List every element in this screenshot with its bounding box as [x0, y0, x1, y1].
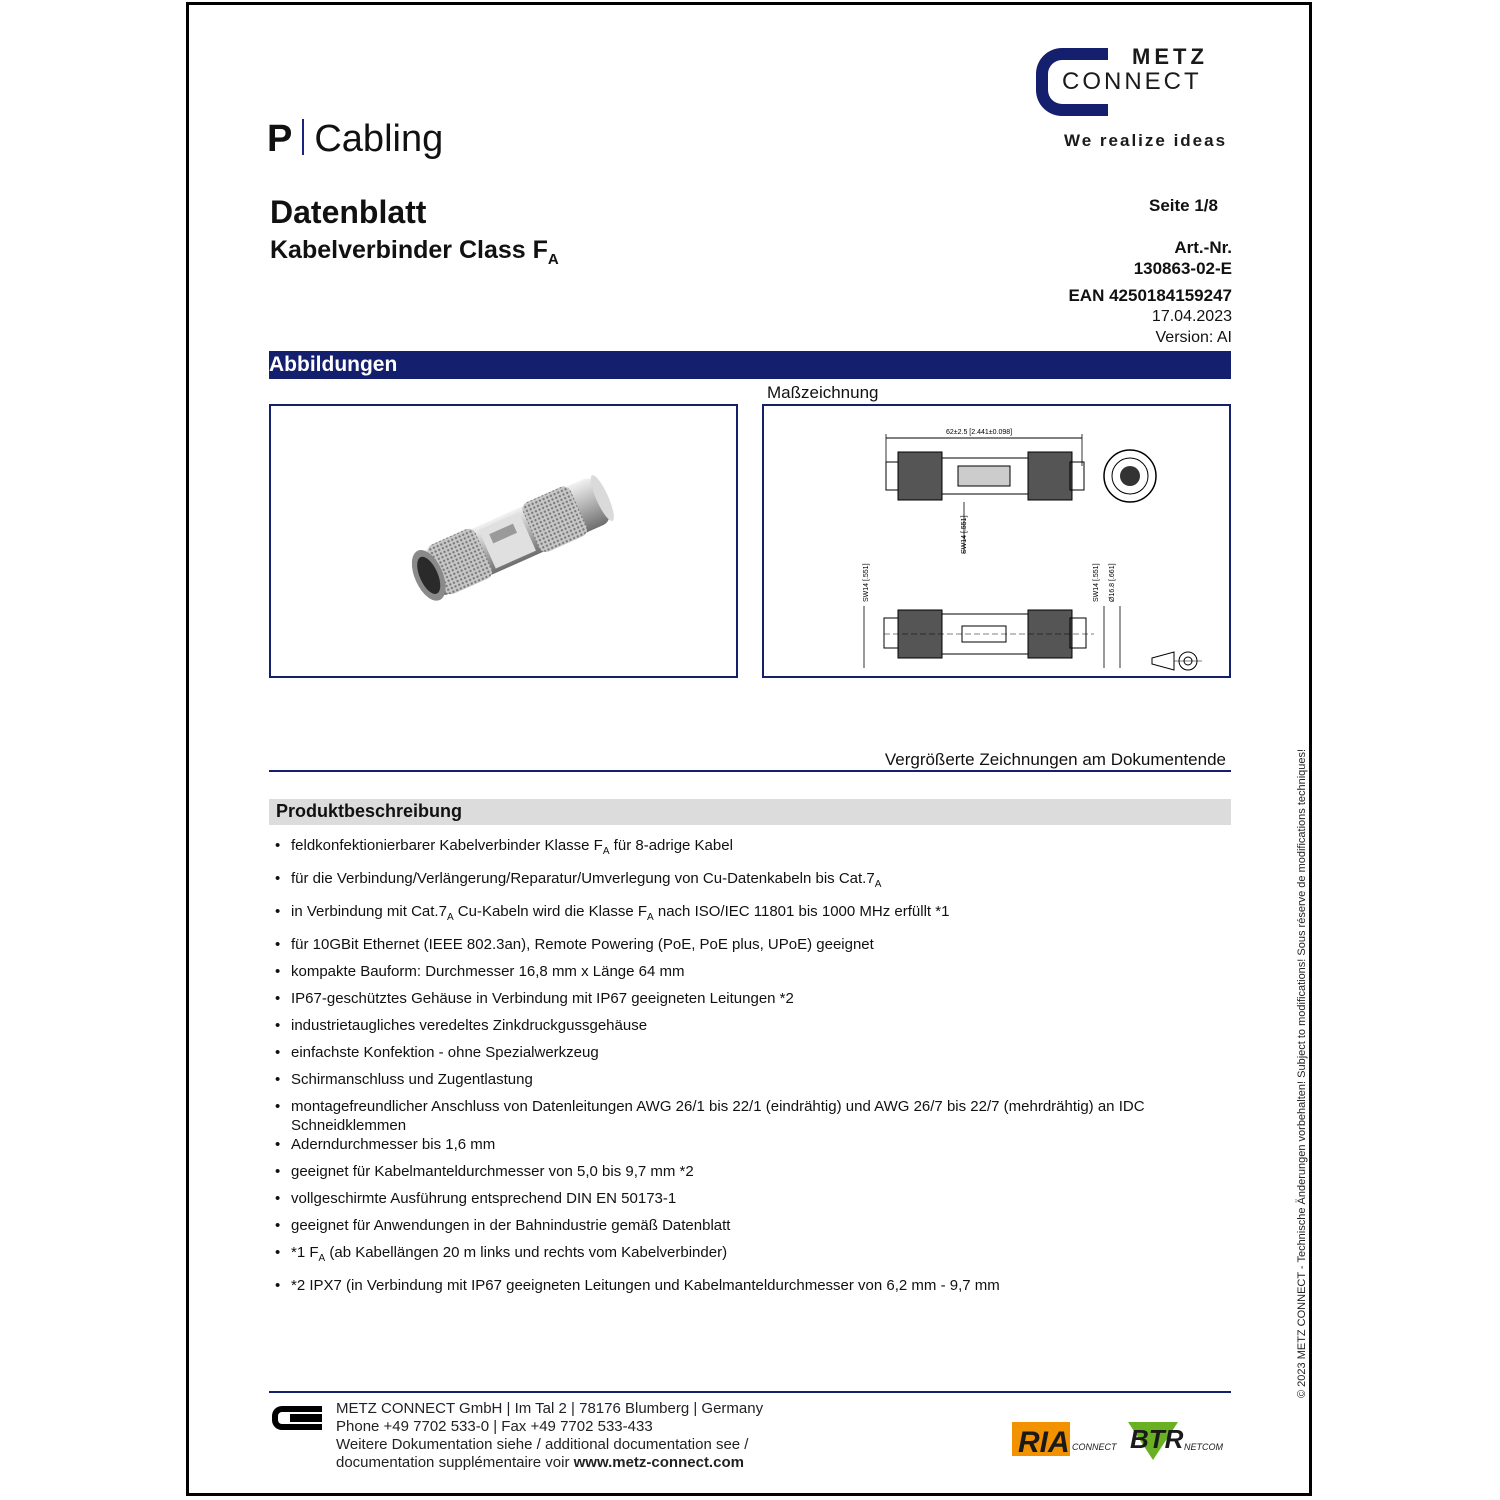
- product-photo: [271, 406, 736, 676]
- btr-logo: BTR: [1130, 1424, 1184, 1454]
- copyright-side-note: © 2023 METZ CONNECT - Technische Änderungen vorbehalten! Subject to modifications! Sous réserve de modifications techniques!: [1296, 748, 1308, 1398]
- footer-company: METZ CONNECT GmbH | Im Tal 2 | 78176 Blumberg | Germany: [336, 1400, 764, 1417]
- enlarged-note: Vergrößerte Zeichnungen am Dokumentende: [884, 750, 1226, 769]
- section-description-title: Produktbeschreibung: [276, 801, 463, 821]
- partner-logos: [1010, 1420, 1230, 1462]
- footer-address: [336, 1400, 763, 1472]
- art-label: Art.-Nr.: [1174, 238, 1232, 257]
- list-item: • für die Verbindung/Verlängerung/Reparatur/Umverlegung von Cu-Datenkabeln bis $Cat.7_A$: [275, 869, 1215, 894]
- list-item: • einfachste Konfektion - ohne Spezialwerkzeug: [275, 1043, 1215, 1062]
- length-label: 62±2.5 [2.441±0.098]: [946, 429, 1013, 436]
- list-item: • IP67-geschütztes Gehäuse in Verbindung mit IP67 geeigneten Leitungen *2: [275, 989, 1215, 1008]
- list-item: • montagefreundlicher Anschluss von Datenleitungen AWG 26/1 bis 22/1 (eindrähtig) und AWG 26/7 bis 22/7 (mehrdrähtig) an IDC Schneidklemmen: [275, 1097, 1215, 1135]
- product-photo-box: [269, 404, 738, 678]
- footer-logo-icon: [270, 1404, 324, 1432]
- brand-name: Cabling: [314, 118, 444, 160]
- section-figures-bar: [269, 351, 1231, 379]
- list-item: • geeignet für Anwendungen in der Bahnindustrie gemäß Datenblatt: [275, 1216, 1215, 1235]
- footer-url-link[interactable]: www.metz-connect.com: [573, 1454, 744, 1471]
- doc-title: Datenblatt: [270, 194, 427, 230]
- list-item: • Aderndurchmesser bis 1,6 mm: [275, 1135, 1215, 1154]
- list-item: • feldkonfektionierbarer Kabelverbinder Klasse $F_A$ für 8-adrige Kabel: [275, 836, 1215, 861]
- dimension-drawing-box: [762, 404, 1231, 678]
- list-item: • kompakte Bauform: Durchmesser 16,8 mm x Länge 64 mm: [275, 962, 1215, 981]
- art-number: 130863-02-E: [1133, 259, 1232, 278]
- logo-metz: METZ: [1132, 44, 1208, 69]
- brand-divider: [302, 119, 304, 155]
- page-number: Seite 1/8: [1149, 196, 1218, 215]
- footer-divider: [269, 1391, 1231, 1393]
- dimension-drawing: [764, 406, 1229, 676]
- brand-letter: P: [267, 118, 293, 160]
- ria-connect-label: CONNECT: [1072, 1442, 1117, 1452]
- ean-number: EAN 4250184159247: [1068, 286, 1232, 305]
- list-item: • industrietaugliches veredeltes Zinkdruckgussgehäuse: [275, 1016, 1215, 1035]
- section-description-bar: [269, 799, 1231, 825]
- list-item: • in Verbindung mit $Cat.7_A$ Cu-Kabeln wird die Klasse $F_A$ nach ISO/IEC 11801 bis 1000 MHz erfüllt *1: [275, 902, 1215, 927]
- footer-doc-line1: Weitere Dokumentation siehe / additional documentation see /: [336, 1436, 749, 1453]
- sw14-left-label: SW14 [.551]: [863, 563, 870, 602]
- list-item: • Schirmanschluss und Zugentlastung: [275, 1070, 1215, 1089]
- product-brand: [267, 118, 443, 161]
- list-item: • vollgeschirmte Ausführung entsprechend DIN EN 50173-1: [275, 1189, 1215, 1208]
- drawing-caption: Maßzeichnung: [767, 383, 879, 402]
- section-figures-title: Abbildungen: [269, 353, 398, 376]
- doc-subtitle: [270, 236, 559, 268]
- footer-doc-line2: documentation supplémentaire voir www.metz-connect.com: [336, 1454, 744, 1471]
- logo-connect: CONNECT: [1062, 68, 1202, 95]
- sw14-right-label: SW14 [.551]: [1093, 563, 1100, 602]
- btr-netcom-label: NETCOM: [1184, 1442, 1223, 1452]
- diameter-label: Ø16.8 [.661]: [1109, 563, 1116, 602]
- doc-date: 17.04.2023: [1151, 308, 1232, 325]
- feature-list: [275, 836, 1215, 1303]
- footer-phone: Phone +49 7702 533-0 | Fax +49 7702 533-433: [336, 1418, 653, 1435]
- list-item: • *2 IPX7 (in Verbindung mit IP67 geeigneten Leitungen und Kabelmanteldurchmesser von 6,2 mm - 9,7 mm: [275, 1276, 1215, 1295]
- tagline: We realize ideas: [1064, 131, 1228, 150]
- ria-logo: RIA: [1018, 1426, 1070, 1459]
- list-item: • geeignet für Kabelmanteldurchmesser von 5,0 bis 9,7 mm *2: [275, 1162, 1215, 1181]
- doc-version: Version: AI: [1155, 329, 1232, 346]
- sw14-top-label: SW14 [.551]: [961, 515, 968, 554]
- subtitle-text: Kabelverbinder Class F: [270, 236, 548, 264]
- subtitle-sub: A: [547, 251, 559, 268]
- list-item: • für 10GBit Ethernet (IEEE 802.3an), Remote Powering (PoE, PoE plus, UPoE) geeignet: [275, 935, 1215, 954]
- divider-figures: [269, 770, 1231, 772]
- list-item: • *1 $F_A$ (ab Kabellängen 20 m links und rechts vom Kabelverbinder): [275, 1243, 1215, 1268]
